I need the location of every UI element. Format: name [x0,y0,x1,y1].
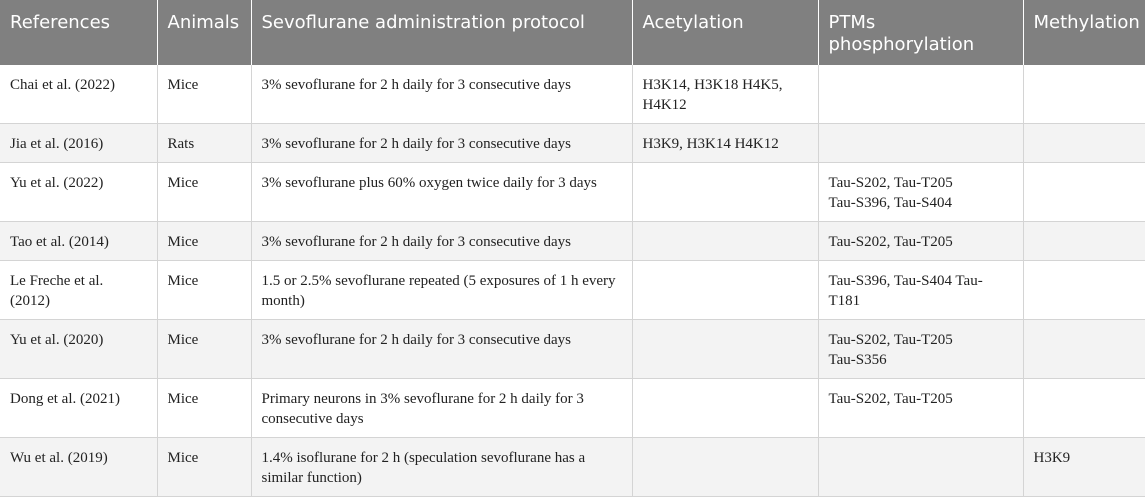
cell-reference: Dong et al. (2021) [0,379,157,438]
cell-protocol: 1.5 or 2.5% sevoflurane repeated (5 exposures of 1 h every month) [251,261,632,320]
table-row [0,379,1145,438]
table-row [0,163,1145,222]
cell-animals: Rats [157,124,251,163]
header-protocol: Sevoflurane administration protocol [251,0,632,65]
cell-methylation: H3K9 [1023,438,1145,497]
table-row [0,438,1145,497]
cell-animals: Mice [157,379,251,438]
cell-phosphorylation [818,438,1023,497]
cell-acetylation [632,320,818,379]
cell-methylation [1023,65,1145,124]
cell-phosphorylation [818,124,1023,163]
cell-acetylation [632,379,818,438]
cell-acetylation [632,438,818,497]
cell-phosphorylation: Tau-S202, Tau-T205 Tau-S356 [818,320,1023,379]
table-header [0,0,1145,65]
cell-phosphorylation [818,65,1023,124]
cell-reference: Yu et al. (2020) [0,320,157,379]
header-animals: Animals [157,0,251,65]
cell-animals: Mice [157,320,251,379]
table-body [0,65,1145,497]
cell-reference: Jia et al. (2016) [0,124,157,163]
cell-protocol: Primary neurons in 3% sevoflurane for 2 h daily for 3 consecutive days [251,379,632,438]
cell-protocol: 3% sevoflurane for 2 h daily for 3 consecutive days [251,320,632,379]
cell-protocol: 3% sevoflurane for 2 h daily for 3 consecutive days [251,124,632,163]
cell-acetylation [632,261,818,320]
header-phosphorylation: PTMs phosphorylation [818,0,1023,65]
cell-methylation [1023,320,1145,379]
header-references: References [0,0,157,65]
cell-reference: Chai et al. (2022) [0,65,157,124]
header-acetylation: Acetylation [632,0,818,65]
cell-methylation [1023,124,1145,163]
header-methylation: Methylation [1023,0,1145,65]
cell-animals: Mice [157,438,251,497]
cell-methylation [1023,261,1145,320]
cell-protocol: 3% sevoflurane plus 60% oxygen twice daily for 3 days [251,163,632,222]
cell-reference: Yu et al. (2022) [0,163,157,222]
cell-protocol: 3% sevoflurane for 2 h daily for 3 consecutive days [251,65,632,124]
cell-acetylation [632,163,818,222]
cell-animals: Mice [157,65,251,124]
cell-methylation [1023,222,1145,261]
table-row [0,65,1145,124]
cell-methylation [1023,379,1145,438]
cell-animals: Mice [157,222,251,261]
table-row [0,124,1145,163]
cell-phosphorylation: Tau-S202, Tau-T205 [818,222,1023,261]
cell-reference: Le Freche et al. (2012) [0,261,157,320]
header-row [0,0,1145,65]
cell-protocol: 3% sevoflurane for 2 h daily for 3 consecutive days [251,222,632,261]
cell-acetylation: H3K14, H3K18 H4K5, H4K12 [632,65,818,124]
cell-animals: Mice [157,261,251,320]
cell-acetylation [632,222,818,261]
cell-phosphorylation: Tau-S202, Tau-T205 Tau-S396, Tau-S404 [818,163,1023,222]
cell-protocol: 1.4% isoflurane for 2 h (speculation sevoflurane has a similar function) [251,438,632,497]
cell-reference: Wu et al. (2019) [0,438,157,497]
table-row [0,320,1145,379]
cell-phosphorylation: Tau-S202, Tau-T205 [818,379,1023,438]
cell-phosphorylation: Tau-S396, Tau-S404 Tau-T181 [818,261,1023,320]
cell-acetylation: H3K9, H3K14 H4K12 [632,124,818,163]
cell-reference: Tao et al. (2014) [0,222,157,261]
cell-animals: Mice [157,163,251,222]
table-row [0,261,1145,320]
table-row [0,222,1145,261]
cell-methylation [1023,163,1145,222]
